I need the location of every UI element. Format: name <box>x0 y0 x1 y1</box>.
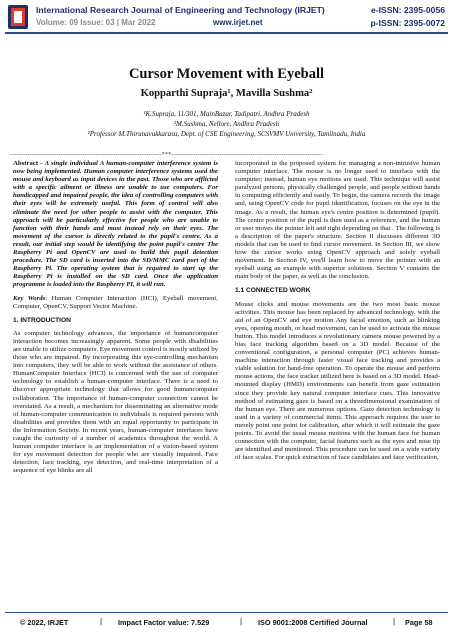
keywords-text: : Human Computer Interaction (HCI), Eyeball movement, Computer, OpenCV, Support Vector Machine. <box>13 294 218 310</box>
page-number: Page 58 <box>405 618 433 627</box>
affiliation-3: ²Professor M.Thirunavukkarasu, Dept. of CSE Engineering, SCSVMV University, Tamilnadu, India <box>87 130 366 138</box>
connected-work-heading: 1.1 CONNECTED WORK <box>235 287 311 295</box>
footer-pipe: | <box>100 617 103 626</box>
intro-paragraph: As computer technology advances, the importance of humancomputer interaction becomes increasingly apparent. Some people with disabilities are unable to utilize computers. Eye movement control is mostly utilized by those who are impaired. By incorporating this eye-controlling mechanism into computers, they will be able to work without the assistance of others. HumanComputer Interface (HCI) is concerned with the use of computer technology to establish a human-computer interface. There is a need to discover appropriate technology that allows for good humancomputer collaboration. The importance of human-computer connection cannot be overstated. As a result, a mechanism for disseminating an alternative mode of human-computer communication to individuals is required persons with disabilities and provides them with an equal opportunity to participate in the Information Society. In recent years, human-computer interfaces have caught the curiosity of a number of academics throughout the world. A human computer interface is an implementation of a vision-based system for eye movement detection for people who are visually impaired. Face detection, face tracking, eye detection, and real-time interpretation of a sequence of eye blinks are all <box>13 329 218 475</box>
right-column <box>235 160 440 467</box>
intro-heading: 1. INTRODUCTION <box>13 316 71 324</box>
copyright: © 2022, IRJET <box>20 618 69 627</box>
abstract-label: Abstract <box>13 160 39 167</box>
impact-factor: Impact Factor value: 7.529 <box>118 618 210 627</box>
affiliation-2: ²M.Sushma, Nellore, Andhra Pradesh <box>173 120 280 128</box>
paper-authors: Kopparthi Supraja¹, Mavilla Sushma² <box>140 88 313 99</box>
header-divider <box>5 32 448 34</box>
journal-title: International Research Journal of Engineering and Technology (IRJET) <box>36 5 325 15</box>
page-footer <box>0 612 453 640</box>
abstract <box>13 160 218 290</box>
paper-title: Cursor Movement with Eyeball <box>128 66 325 82</box>
pissn: p-ISSN: 2395-0072 <box>370 18 445 28</box>
right-paragraph-2: Mouse clicks and mouse movements are the two most basic mouse activities. This mouse has been replaced by advanced technology. with the aid of an OpenCV and eye motion Any facial emotion, such as blinking eyes, opening mouth, or head movement, can be used to activate the mouse button. This model introduces a revolutionary camera mouse powered by a bias face tracking algorithm based on a 3D model. Because of the conventional configuration, a personal computer (PC) achieves human-machine interaction through faster visual face tracking and provides a viable solution for hand-free operation. To operate the mouse and perform mouse actions, the face tracker utilized here is based on a 3D model. Head-mounted display (HMD) environments can benefit from gaze estimation since they provide key natural computer interface cues. This innovative method of estimating gaze is based on a threedimensional examination of the human eye. There are numerous options. Gaze detection technology is used in a variety of commercial items. This approach requires the user to merely point one point for calibration, after which it will estimate the gaze points. To avoid the usual mouse motions with the human face for human connection with the computer, facial features such as the eyes and nose tip are identified and monitored. This procedure can be used on a wide variety of face scales. For quick extraction of face candidates and face verification, <box>235 300 440 462</box>
footer-divider <box>5 612 448 613</box>
iso-certification: ISO 9001:2008 Certified Journal <box>258 618 368 627</box>
eissn: e-ISSN: 2395-0056 <box>370 5 445 15</box>
footer-pipe: | <box>393 617 396 626</box>
left-column <box>13 160 218 480</box>
journal-header <box>0 0 453 40</box>
irjet-logo <box>7 4 29 30</box>
journal-website[interactable]: www.irjet.net <box>213 18 263 27</box>
section-separator: ---------------------------------------------------------------------***--------------------------------------------------------------------- <box>10 152 323 158</box>
volume-issue: Volume: 09 Issue: 03 | Mar 2022 <box>36 18 156 27</box>
footer-pipe: | <box>240 617 243 626</box>
right-paragraph-1: incorporated in the proposed system for managing a non-intrusive human computer interface. The mouse is no longer used to interface with the computer; instead, human eye motions are used. This technique will assist paralyzed persons, physically challenged people, and people without hands in computing efficiently and easily. To begin, the camera records the image and, using OpenCV code for pupil identification, focuses on the eye in the image. As a result, the human eye's centre position is determined (pupil). The centre position of the pupil is then used as a reference, and the human or user moves the pointer left and right depending on that . The following is a description of the paper's structure. Section II discusses different 3D models that can be used to find cursor movement. In Section III, we show how the cursor works using OpenCV approach and solely eyeball movement. In Section IV, you'll learn how to move the pointer with an eyeball using an example with superior solutions. Section V contains the main body of the paper, as well as the conclusion. <box>235 160 440 281</box>
affiliation-1: ¹K.Supraja, 11/301, MainBazar, Tadipatri, Andhra Pradesh <box>143 110 310 118</box>
abstract-text: - A single individual A human-computer interference system is now being implemented. Human computer interference systems used the mouse and keyboard as input devices in the past. Those who are afflicted with a specific ailment or illness are unable to use computers. For handicapped and impaired people, the idea of controlling computers with their eyes will be extremely useful. This form of control will also eliminate the need for other people to assist with the computer. This approach will be particularly effective for people who are unable to function with their hands and must instead rely on their eyes. The movement of the cursor is directly related to the pupil's centre. As a result, our initial step would be identifying the point pupil's centre The Raspberry Pi and OpenCV are used to build this pupil detection procedure. The SD card is inserted into the SD/MMC card port of the Raspberry Pi. The operating system that is required to start up the Raspberry Pi is installed on the SD card. Once the application programme is loaded into the Raspberry PI, it will run. <box>13 160 218 289</box>
keywords-label: Key Words <box>13 294 46 302</box>
keywords <box>13 295 218 311</box>
